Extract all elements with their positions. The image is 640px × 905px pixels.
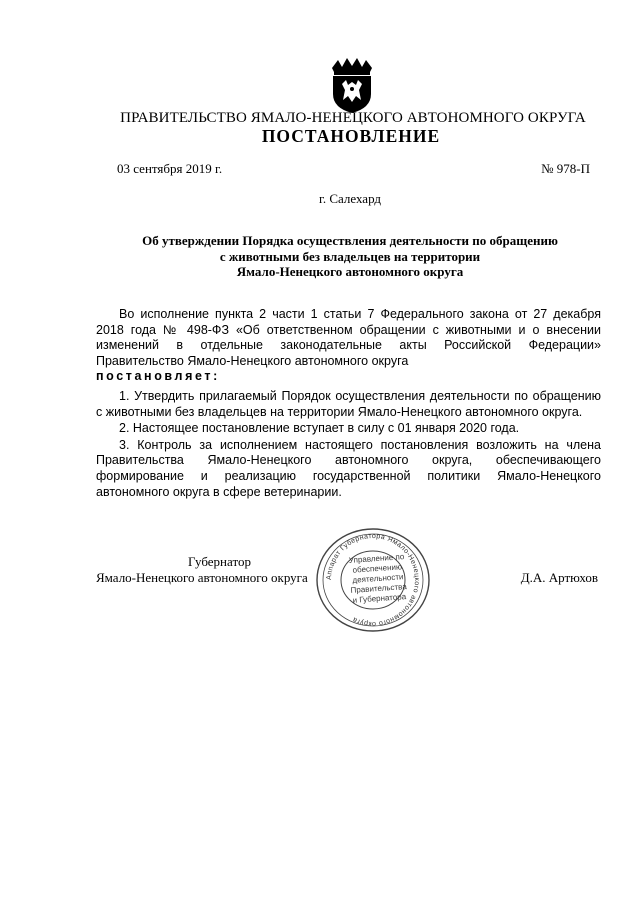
- signatory-title: Губернатор: [188, 554, 251, 569]
- title-line: Ямало-Ненецкого автономного округа: [236, 264, 464, 279]
- decree-word: постановляет:: [96, 369, 220, 384]
- government-name: ПРАВИТЕЛЬСТВО ЯМАЛО-НЕНЕЦКОГО АВТОНОМНОГО ОКРУГА: [120, 110, 586, 126]
- title-line: с животными без владельцев на территории: [219, 248, 481, 264]
- decree-item: 2. Настоящее постановление вступает в силу с 01 января 2020 года.: [119, 421, 520, 436]
- stamp-line: обеспечению: [352, 562, 403, 575]
- document-date: 03 сентября 2019 г.: [117, 161, 223, 176]
- decree-item: 3. Контроль за исполнением настоящего постановления возложить на члена Правительства Ямало-Ненецкого автономного округа, обеспечивающего формирование и реализацию государственной политики Ямало-Ненецкого автономного округа в сфере ветеринарии.: [96, 437, 601, 499]
- preamble: [96, 307, 601, 385]
- document-number: № 978-П: [541, 161, 590, 176]
- title-line: Об утверждении Порядка осуществления деятельности по обращению: [142, 233, 558, 248]
- stamp-ring-text: Аппарат Губернатора Ямало-Ненецкого автономного округа: [325, 532, 421, 628]
- decree-item: 1. Утвердить прилагаемый Порядок осуществления деятельности по обращению с животными без владельцев на территории Ямало-Ненецкого автономного округа.: [96, 389, 601, 419]
- coat-of-arms-icon: [328, 58, 376, 114]
- stamp-center-text: [340, 552, 415, 607]
- document-city: г. Салехард: [318, 191, 382, 206]
- signatory-region: Ямало-Ненецкого автономного округа: [96, 570, 308, 585]
- stamp-line: и Губернатора: [352, 592, 407, 605]
- preamble-text: Во исполнение пункта 2 части 1 статьи 7 Федерального закона от 27 декабря 2018 года № 498-ФЗ «Об ответственном обращении с животными и о внесении изменений в отдельные законодательные акты Российской Федерации» Правительство Ямало-Ненецкого автономного округа: [96, 307, 601, 368]
- stamp-line: деятельности: [352, 572, 404, 585]
- document-type: ПОСТАНОВЛЕНИЕ: [261, 126, 441, 146]
- decree-items: [96, 389, 601, 500]
- signatory-name: Д.А. Артюхов: [520, 570, 598, 585]
- document-title: [90, 233, 610, 280]
- stamp-line: Правительства: [350, 582, 408, 595]
- stamp-line: Управление по: [348, 552, 405, 565]
